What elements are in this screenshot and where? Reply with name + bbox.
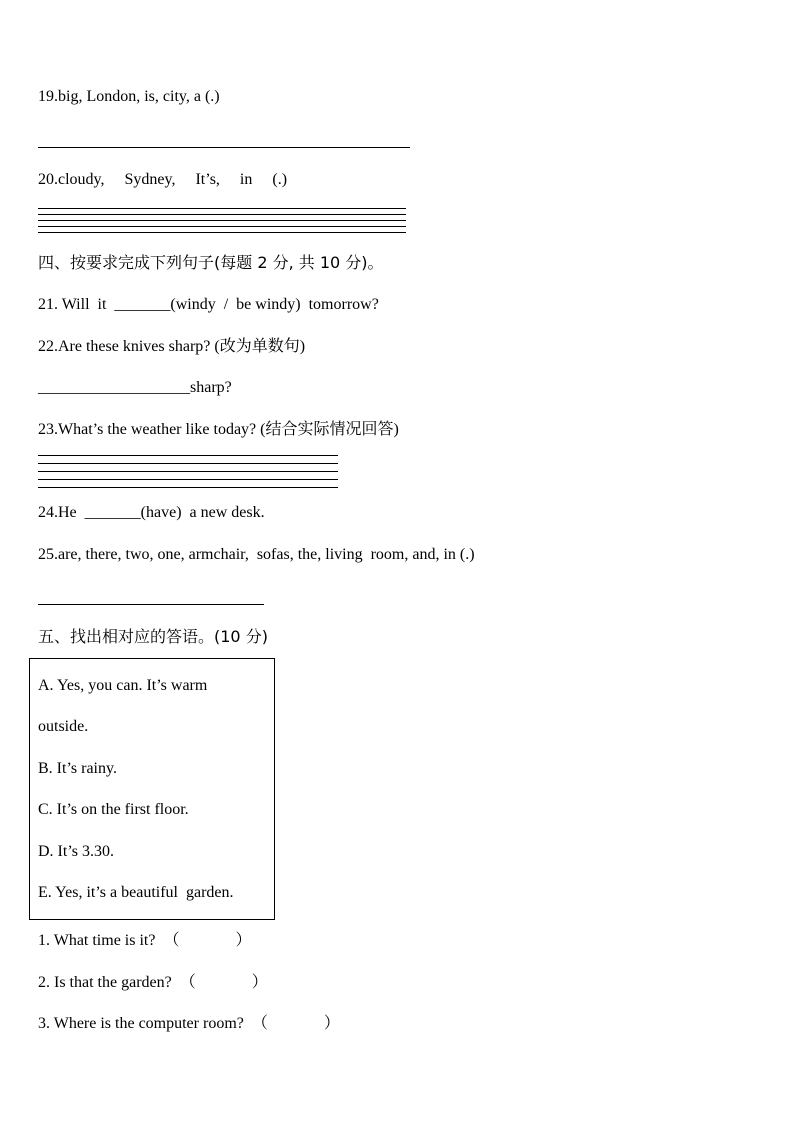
answer-line-19 [38,147,410,148]
answer-line-23-c [38,471,338,472]
section-4-heading: 四、按要求完成下列句子(每题 2 分, 共 10 分)。 [38,253,384,272]
option-b: B. It’s rainy. [38,760,117,777]
answer-line-20-d [38,226,406,227]
question-21: 21. Will it _______(windy / be windy) tomorrow? [38,296,379,313]
option-d: D. It’s 3.30. [38,843,114,860]
option-a-line-1: A. Yes, you can. It’s warm [38,677,208,694]
answer-line-25 [38,604,264,605]
question-23: 23.What’s the weather like today? (结合实际情况回答) [38,421,399,438]
answer-line-20-b [38,214,406,215]
option-e: E. Yes, it’s a beautiful garden. [38,884,234,901]
answer-line-23-d [38,479,338,480]
section-5-heading: 五、找出相对应的答语。(10 分) [38,627,268,646]
answer-line-23-a [38,455,338,456]
answer-line-20-a [38,208,406,209]
match-question-2: 2. Is that the garden? （ ） [38,974,268,991]
question-25: 25.are, there, two, one, armchair, sofas, the, living room, and, in (.) [38,546,475,563]
answer-options-box [29,658,275,920]
answer-line-20-c [38,220,406,221]
question-22-answer: ___________________sharp? [38,379,232,396]
question-19: 19.big, London, is, city, a (.) [38,88,220,105]
answer-line-23-b [38,463,338,464]
match-question-1: 1. What time is it? （ ） [38,932,252,949]
match-question-3: 3. Where is the computer room? （ ） [38,1015,340,1032]
option-a-line-2: outside. [38,718,89,735]
question-24: 24.He _______(have) a new desk. [38,504,265,521]
answer-line-20-e [38,232,406,233]
question-22: 22.Are these knives sharp? (改为单数句) [38,338,306,355]
question-20: 20.cloudy, Sydney, It’s, in (.) [38,171,288,188]
option-c: C. It’s on the first floor. [38,801,189,818]
answer-line-23-e [38,487,338,488]
